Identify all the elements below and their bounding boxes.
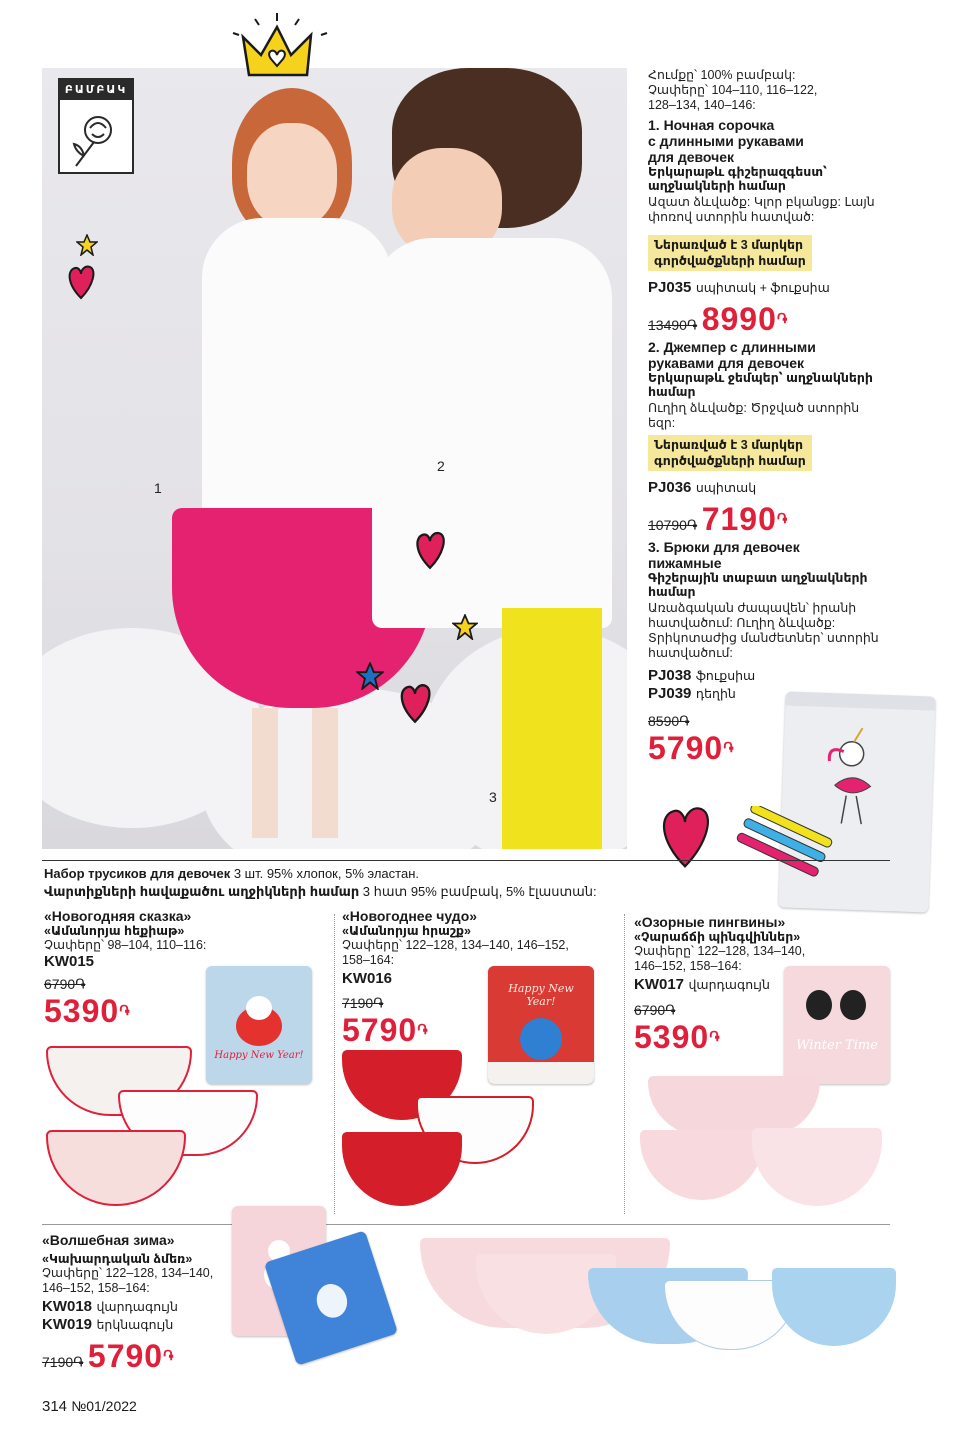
item2-desc: Ուղիղ ձևվածք: Ծրջված ստորին	[648, 401, 860, 415]
kw016-brief-3	[342, 1132, 462, 1206]
divider	[42, 860, 890, 861]
kw016-package-text: Happy New Year!	[508, 982, 574, 1008]
kw018-sizes-2: 146–152, 158–164:	[42, 1281, 150, 1295]
set-title-ru: Набор трусиков для девочек	[44, 866, 231, 881]
kw017-sizes-2: 146–152, 158–164:	[634, 959, 742, 973]
kw016-new-price: 5790	[342, 1012, 418, 1048]
issue-number: №01/2022	[71, 1398, 137, 1414]
item3-code-2: PJ039	[648, 685, 692, 702]
item3-desc-4: հատվածում:	[648, 646, 733, 660]
kw017-brief-1	[648, 1076, 820, 1136]
item1-desc: Ազատ ձևվածք: Կլոր բկանցք: Լայն	[648, 195, 875, 209]
item2-note-line2: գործվածքների համար	[654, 454, 806, 468]
fabric-line-2: Չափերը՝ 104–110, 116–122,	[648, 83, 818, 97]
set-composition-ru: 3 шт. 95% хлопок, 5% эластан.	[230, 866, 419, 881]
item2-code: PJ036	[648, 479, 692, 496]
kw017-new-price: 5390	[634, 1019, 710, 1055]
kw015-package	[206, 966, 312, 1084]
item3-title-am: Գիշերային տաբատ աղջնակների	[648, 571, 868, 585]
crown-icon	[225, 5, 335, 95]
kw019-color: երկնագույն	[96, 1318, 174, 1332]
item1-note-line1: Ներառված է 3 մարկեր	[654, 238, 804, 252]
heart-icon	[412, 528, 448, 570]
item1-title-ru-3: для девочек	[648, 149, 735, 165]
item1-title-am: Երկարաթև գիշերազգեստ՝	[648, 165, 827, 179]
item3-color-1: ֆուքսիա	[695, 669, 756, 683]
star-icon	[356, 662, 384, 690]
kw017-package-text: Winter Time	[796, 1038, 878, 1053]
item2-new-price: 7190	[701, 501, 777, 537]
kw015-sizes: Չափերը՝ 98–104, 110–116:	[44, 938, 207, 952]
divider	[334, 914, 335, 1214]
kw017-brief-3	[752, 1128, 882, 1206]
page-number: 314	[42, 1398, 68, 1415]
photo-number-3: 3	[489, 789, 497, 805]
heart-icon	[396, 680, 434, 724]
item1-code: PJ035	[648, 279, 692, 296]
kw015-package-text: Happy New Year!	[214, 1050, 304, 1061]
item1-title-ru-2: с длинными рукавами	[648, 133, 804, 149]
item2-currency: ֏	[776, 510, 789, 527]
divider	[42, 1224, 890, 1225]
item1-title-am-2: աղջնակների համար	[648, 179, 786, 193]
item2-desc-2: եզր:	[648, 416, 676, 430]
item3-desc-2: հատվածում: Ուղիղ ձևվածք:	[648, 616, 836, 630]
kw017-currency: ֏	[709, 1028, 721, 1045]
kw018-old-price: 7190֏	[42, 1354, 84, 1370]
item3-title-ru-2: пижамные	[648, 555, 722, 571]
heart-icon	[65, 262, 97, 300]
kw017-code: KW017	[634, 976, 685, 993]
flower-icon	[60, 100, 132, 172]
item1-title-ru: 1. Ночная сорочка	[648, 117, 775, 133]
kw016-package	[488, 966, 594, 1084]
kw017-title-am: «Չարաճճի պինգվիններ»	[634, 930, 801, 944]
kw018-color: վարդագույն	[96, 1300, 178, 1314]
kw018-sizes: Չափերը՝ 122–128, 134–140,	[42, 1266, 214, 1280]
item2-title-ru: 2. Джемпер с длинными	[648, 339, 816, 355]
divider	[624, 914, 625, 1214]
kw016-currency: ֏	[417, 1021, 429, 1038]
set-title-am: Վարտիքների հավաքածու աղջիկների համար	[44, 884, 360, 899]
item3-title-am-2: համար	[648, 585, 696, 599]
star-icon	[76, 234, 98, 256]
item3-color-2: դեղին	[695, 687, 736, 701]
kw018-title-am: «Կախարդական ձմեռ»	[42, 1252, 193, 1266]
item2-title-am-2: համար	[648, 385, 696, 399]
star-icon	[452, 614, 478, 640]
item1-note-line2: գործվածքների համար	[654, 254, 806, 268]
kw016-code: KW016	[342, 970, 393, 987]
item3-currency: ֏	[723, 739, 735, 756]
kw015-title-am: «Ամանորյա հեքիաթ»	[44, 924, 185, 938]
kw015-code: KW015	[44, 953, 95, 970]
kw017-color: վարդագույն	[688, 978, 770, 992]
kw018-title-ru: «Волшебная зима»	[42, 1232, 175, 1248]
kw017-package	[784, 966, 890, 1084]
item3-code-1: PJ038	[648, 667, 692, 684]
kw016-old-price: 7190֏	[342, 995, 384, 1011]
photo-number-1: 1	[154, 480, 162, 496]
kw018-currency: ֏	[163, 1347, 175, 1364]
kw019-brief-3	[772, 1268, 896, 1346]
item2-color: սպիտակ	[695, 481, 757, 495]
fabric-line-3: 128–134, 140–146:	[648, 98, 756, 112]
fabric-line-1: Հումքը՝ 100% բամբակ:	[648, 68, 796, 82]
kw015-old-price: 6790֏	[44, 976, 86, 992]
photo-number-2: 2	[437, 458, 445, 474]
item1-old-price: 13490֏	[648, 317, 698, 333]
kw016-title-ru: «Новогоднее чудо»	[342, 908, 478, 924]
item2-title-am: Երկարաթև ջեմպեր՝ աղջնակների	[648, 371, 873, 385]
kw019-code: KW019	[42, 1316, 93, 1333]
item1-new-price: 8990	[701, 301, 777, 337]
kw017-old-price: 6790֏	[634, 1002, 676, 1018]
kw017-sizes: Չափերը՝ 122–128, 134–140,	[634, 944, 806, 958]
item3-old-price: 8590֏	[648, 713, 690, 729]
kw015-title-ru: «Новогодняя сказка»	[44, 908, 192, 924]
item3-desc: Առաձգական ժապավեն՝ իրանի	[648, 601, 857, 615]
item1-currency: ֏	[776, 310, 789, 327]
main-photo	[42, 68, 627, 849]
item2-title-ru-2: рукавами для девочек	[648, 355, 805, 371]
item2-note-line1: Ներառված է 3 մարկեր	[654, 438, 804, 452]
cotton-badge-label: ԲԱՄԲԱԿ	[60, 80, 132, 100]
item2-note	[648, 435, 812, 471]
kw016-title-am: «Ամանորյա հրաշք»	[342, 924, 471, 938]
kw017-title-ru: «Озорные пингвины»	[634, 914, 786, 930]
item1-note	[648, 235, 812, 271]
kw018-new-price: 5790	[87, 1338, 164, 1374]
kw016-sizes-2: 158–164:	[342, 953, 395, 967]
kw015-currency: ֏	[119, 1002, 131, 1019]
kw018-code: KW018	[42, 1298, 93, 1315]
kw015-new-price: 5390	[44, 993, 120, 1029]
item3-new-price: 5790	[648, 730, 724, 766]
set-composition-am: 3 հատ 95% բամբակ, 5% էլաստան:	[359, 884, 597, 899]
item1-desc-2: փոռով ստորին հատված:	[648, 210, 815, 224]
cotton-badge	[58, 78, 134, 174]
item2-old-price: 10790֏	[648, 517, 698, 533]
kw015-brief-3	[46, 1130, 186, 1206]
item3-title-ru: 3. Брюки для девочек	[648, 539, 800, 555]
item3-desc-3: Տրիկոտաժից մանժետներ՝ ստորին	[648, 631, 879, 645]
kw016-sizes: Չափերը՝ 122–128, 134–140, 146–152,	[342, 938, 569, 952]
kw017-brief-2	[640, 1130, 764, 1200]
item1-color: սպիտակ + ֆուքսիա	[695, 281, 830, 295]
